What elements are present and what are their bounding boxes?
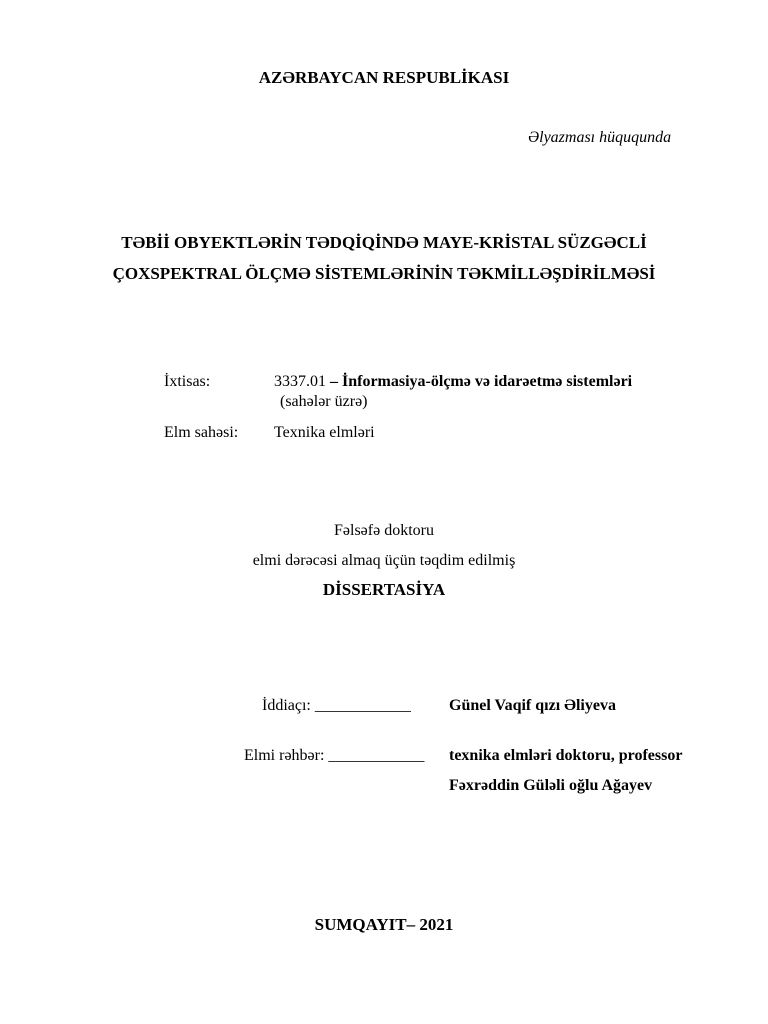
specialty-code: 3337.01 <box>274 373 326 390</box>
rights-note: Əlyazması hüququnda <box>528 129 672 146</box>
field-label: Elm sahəsi: <box>164 424 239 441</box>
field-value: Texnika elmləri <box>274 424 375 441</box>
degree-line-1: Fəlsəfə doktoru <box>334 522 434 539</box>
specialty-dash: – <box>326 373 342 390</box>
applicant-name: Günel Vaqif qızı Əliyeva <box>449 697 616 714</box>
title-line-2: ÇOXSPEKTRAL ÖLÇMƏ SİSTEMLƏRİNİN TƏKMİLLƏŞDİRİLMƏSİ <box>112 264 656 283</box>
supervisor-title: texnika elmləri doktoru, professor <box>449 747 683 764</box>
supervisor-name: Fəxrəddin Güləli oğlu Ağayev <box>449 777 653 794</box>
applicant-signature-blank: ____________ <box>310 697 411 714</box>
country-heading: AZƏRBAYCAN RESPUBLİKASI <box>258 68 510 87</box>
specialty-label: İxtisas: <box>164 373 211 390</box>
place-year: SUMQAYIT– 2021 <box>314 915 454 934</box>
title-line-1: TƏBİİ OBYEKTLƏRİN TƏDQİQİNDƏ MAYE-KRİSTAL SÜZGƏCLİ <box>121 233 647 252</box>
supervisor-signature-blank: ____________ <box>324 747 425 764</box>
document-type: DİSSERTASİYA <box>322 580 446 599</box>
supervisor-label-text: Elmi rəhbər: <box>244 747 325 764</box>
supervisor-label <box>244 747 424 765</box>
applicant-label-text: İddiaçı: <box>262 697 311 714</box>
applicant-label <box>262 697 411 715</box>
degree-line-2: elmi dərəcəsi almaq üçün təqdim edilmiş <box>252 552 516 569</box>
specialty-note: (sahələr üzrə) <box>280 393 368 410</box>
specialty-value <box>274 373 632 391</box>
specialty-name: İnformasiya-ölçmə və idarəetmə sistemləri <box>342 373 633 390</box>
